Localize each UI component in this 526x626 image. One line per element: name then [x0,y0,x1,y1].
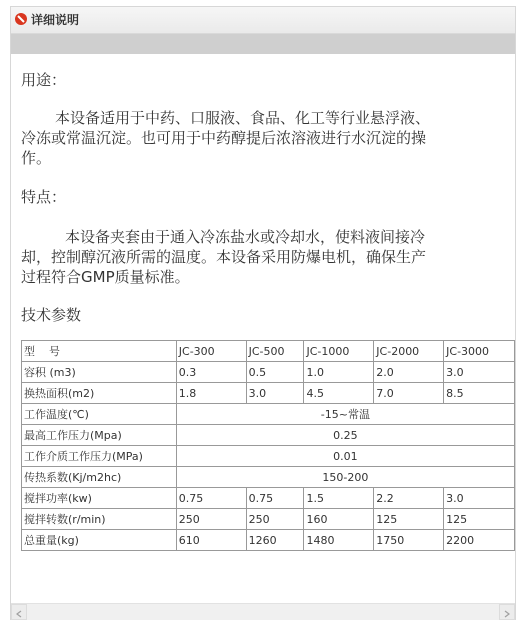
description-content [11,54,515,602]
table-cell: 2.2 [374,488,444,509]
table-cell: 1750 [374,530,444,551]
features-text-line: 却，控制醇沉液所需的温度。本设备采用防爆电机，确保生产 [21,248,427,266]
table-cell: 8.5 [444,383,515,404]
scrollbar-track[interactable] [28,604,498,620]
header-divider-bar [11,34,515,54]
table-cell: 4.5 [304,383,374,404]
table-cell: 工作温度(℃) [22,404,177,425]
table-cell: 2200 [444,530,515,551]
table-cell: 0.01 [176,446,514,467]
table-cell: 0.25 [176,425,514,446]
table-cell: 搅拌转数(r/min) [22,509,177,530]
table-cell: 搅拌功率(kw) [22,488,177,509]
table-row [22,383,515,404]
table-cell: 1.0 [304,362,374,383]
features-text-line: 本设备夹套由于通入冷冻盐水或冷却水，使料液间接冷 [65,228,426,246]
specs-heading: 技术参数 [21,306,82,324]
table-cell: 0.75 [246,488,304,509]
table-cell: 0.3 [176,362,246,383]
features-heading: 特点： [21,188,67,206]
table-row [22,446,515,467]
table-row [22,425,515,446]
table-cell: 3.0 [246,383,304,404]
chevron-right-icon [504,603,510,622]
table-cell: 换热面积(m2) [22,383,177,404]
horizontal-scrollbar[interactable] [11,603,515,620]
usage-text-line: 冷冻或常温沉淀。也可用于中药醇提后浓溶液进行水沉淀的操 [21,129,427,147]
table-cell: 150-200 [176,467,514,488]
table-cell: 125 [374,509,444,530]
table-row [22,530,515,551]
table-cell: 1480 [304,530,374,551]
table-cell: 7.0 [374,383,444,404]
table-cell: 0.75 [176,488,246,509]
scroll-left-button[interactable] [11,604,27,620]
scroll-right-button[interactable] [499,604,515,620]
table-cell: 传热系数(Kj/m2hc) [22,467,177,488]
table-header-row [22,341,515,362]
table-header-cell: 型 号 [22,341,177,362]
no-entry-icon [15,13,27,25]
table-cell: 250 [246,509,304,530]
table-cell: -15~常温 [176,404,514,425]
table-cell: 3.0 [444,488,515,509]
table-cell: 250 [176,509,246,530]
table-header-cell: JC-3000 [444,341,515,362]
usage-text [21,108,511,168]
features-text-line: 过程符合GMP质量标准。 [21,268,190,286]
table-row [22,404,515,425]
table-cell: 最高工作压力(Mpa) [22,425,177,446]
panel-title: 详细说明 [31,13,80,27]
usage-text-line: 作。 [21,149,52,167]
spec-table [21,340,515,551]
table-cell: 160 [304,509,374,530]
panel-header [11,7,515,34]
table-cell: 0.5 [246,362,304,383]
table-cell: 1.8 [176,383,246,404]
table-cell: 总重量(kg) [22,530,177,551]
table-cell: 容积 (m3) [22,362,177,383]
chevron-left-icon [16,603,22,622]
table-row [22,467,515,488]
table-cell: 125 [444,509,515,530]
detail-panel [10,6,516,620]
features-text [21,227,511,287]
table-header-cell: JC-2000 [374,341,444,362]
table-cell: 3.0 [444,362,515,383]
table-cell: 1.5 [304,488,374,509]
usage-heading: 用途： [21,71,67,89]
table-row [22,488,515,509]
table-header-cell: JC-300 [176,341,246,362]
table-cell: 1260 [246,530,304,551]
table-header-cell: JC-500 [246,341,304,362]
table-row [22,362,515,383]
table-cell: 610 [176,530,246,551]
table-header-cell: JC-1000 [304,341,374,362]
table-row [22,509,515,530]
usage-text-line: 本设备适用于中药、口服液、食品、化工等行业悬浮液、 [55,109,431,127]
table-cell: 2.0 [374,362,444,383]
table-cell: 工作介质工作压力(MPa) [22,446,177,467]
